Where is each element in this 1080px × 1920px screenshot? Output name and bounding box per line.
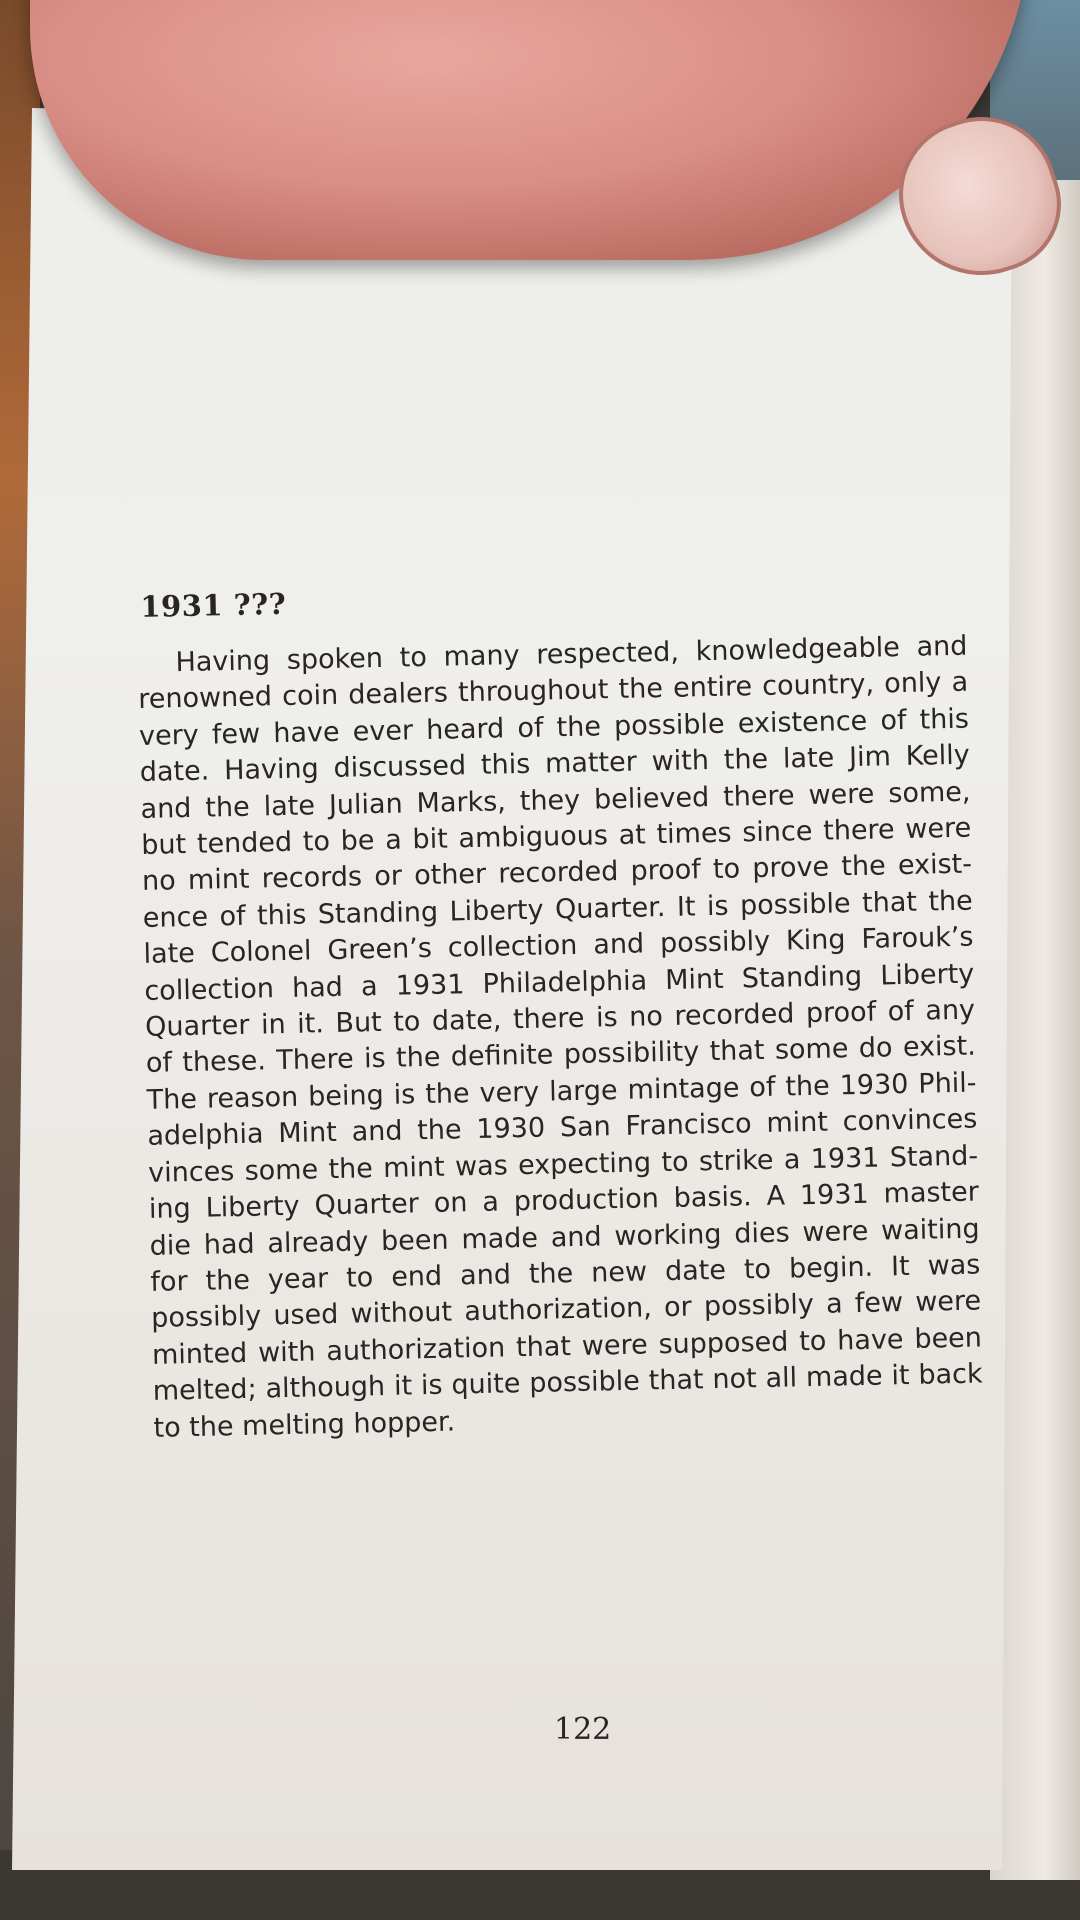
paragraph-line: date. Having discussed this matter with the late Jim Kelly	[139, 739, 970, 789]
paragraph-line: minted with authorization that were supposed to have been	[151, 1322, 983, 1371]
page-number: 122	[554, 1712, 612, 1747]
body-paragraph	[137, 629, 984, 1447]
section-heading: 1931 ???	[139, 586, 287, 624]
paragraph-line: adelphia Mint and the 1930 San Francisco mint convinces	[147, 1103, 978, 1153]
paragraph-line: vinces some the mint was expecting to strike a 1931 Stand-	[147, 1140, 979, 1189]
paragraph-line: melted; although it is quite possible that not all made it back	[152, 1358, 983, 1407]
paragraph-line: die had already been made and working dies were waiting	[149, 1212, 980, 1262]
paragraph-line: collection had a 1931 Philadelphia Mint Standing Liberty	[144, 958, 975, 1007]
paragraph-line: ence of this Standing Liberty Quarter. It is possible that the	[142, 885, 974, 934]
paragraph-line: to the melting hopper.	[153, 1406, 456, 1444]
paragraph-line: but tended to be a bit ambiguous at times since there were	[141, 812, 972, 861]
paragraph-line: ing Liberty Quarter on a production basis. A 1931 master	[148, 1176, 980, 1225]
paragraph-line: late Colonel Green’s collection and possibly King Farouk’s	[143, 921, 974, 971]
paragraph-line: renowned coin dealers throughout the entire country, only a	[137, 667, 969, 716]
paragraph-line: for the year to end and the new date to begin. It was	[150, 1249, 981, 1298]
text-block	[136, 573, 984, 1447]
paragraph-line: and the late Julian Marks, they believed there were some,	[140, 776, 971, 825]
paragraph-line: possibly used without authorization, or possibly a few were	[150, 1285, 982, 1335]
paragraph-line: no mint records or other recorded proof to prove the exist-	[141, 848, 973, 898]
paragraph-line: of these. There is the definite possibility that some do exist.	[145, 1030, 977, 1080]
paragraph-line: The reason being is the very large mintage of the 1930 Phil-	[146, 1067, 977, 1116]
paragraph-line: very few have ever heard of the possible existence of this	[138, 703, 970, 752]
paragraph-line: Having spoken to many respected, knowledgeable and	[175, 630, 968, 679]
paragraph-line: Quarter in it. But to date, there is no recorded proof of any	[144, 994, 976, 1043]
